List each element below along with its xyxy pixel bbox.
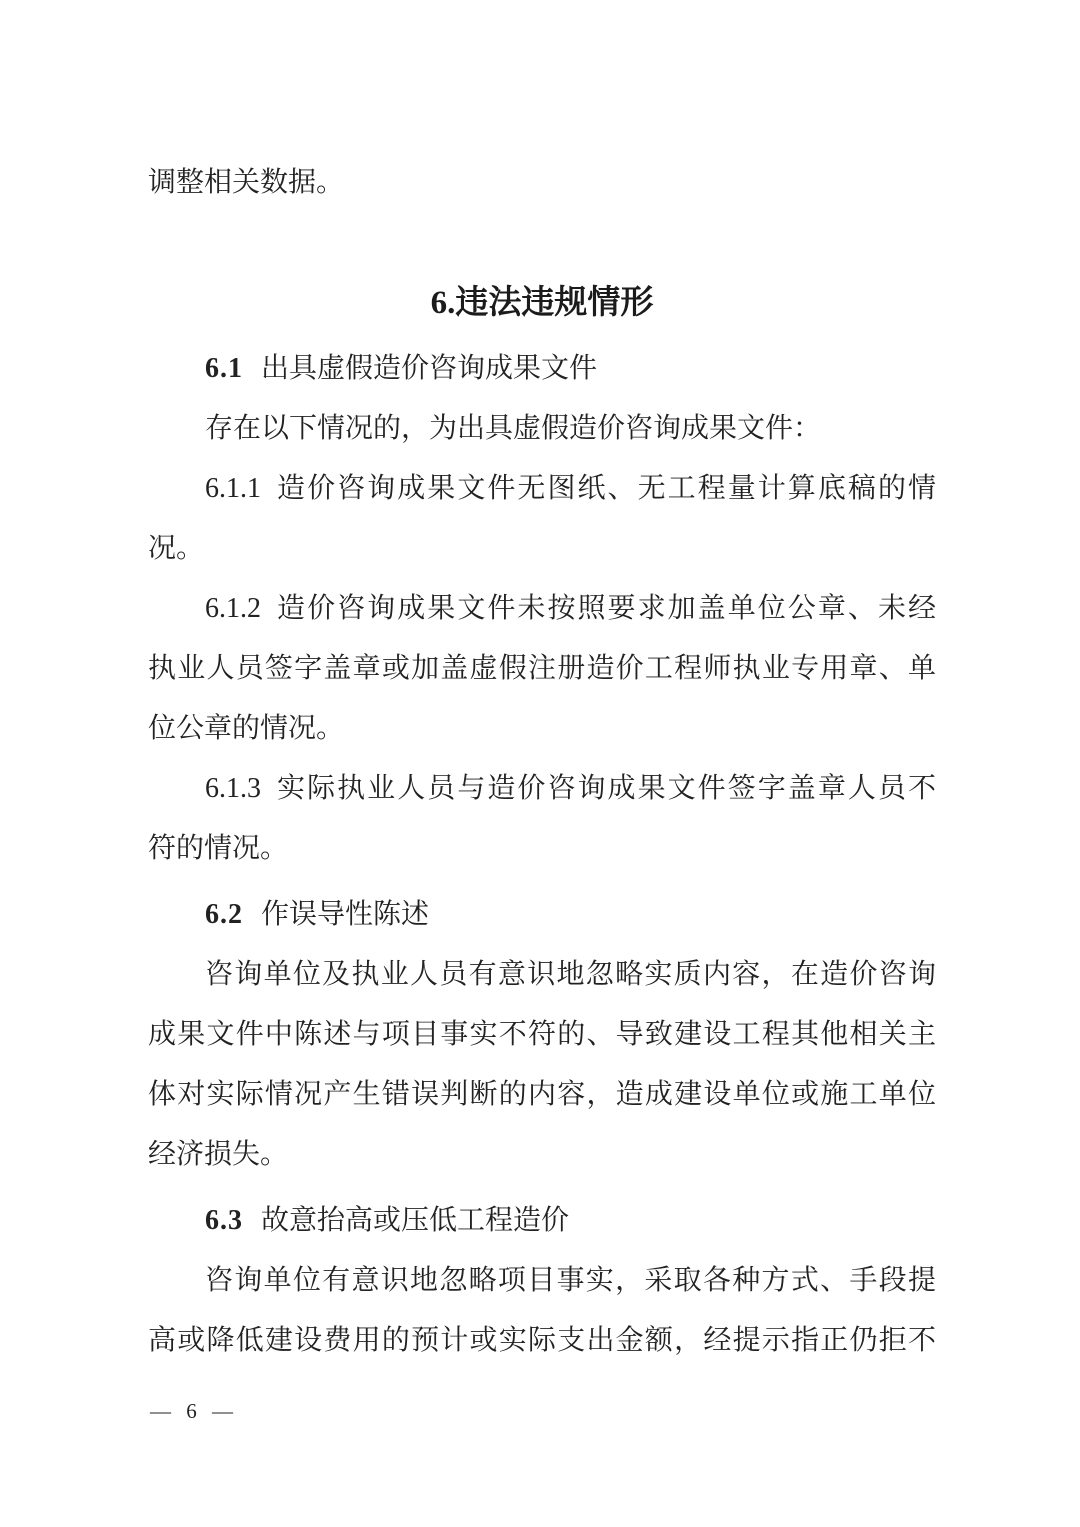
item-6-1-2-text: 造价咨询成果文件未按照要求加盖单位公章、未经	[275, 593, 936, 624]
section-6-3-body-line-2: 高或降低建设费用的预计或实际支出金额，经提示指正仍拒不	[148, 1325, 936, 1356]
item-6-1-1-line-1	[148, 459, 936, 519]
item-6-1-1-line-2: 况。	[148, 533, 205, 564]
vertical-spacer	[148, 213, 936, 273]
carryover-paragraph-line: 调整相关数据。	[148, 167, 345, 198]
item-6-1-2-number: 6.1.2	[205, 593, 261, 624]
item-6-1-3-line-2: 符的情况。	[148, 833, 289, 864]
section-6-1-lead-line: 存在以下情况的，为出具虚假造价咨询成果文件：	[205, 413, 822, 444]
item-6-1-3-line-1	[148, 759, 936, 819]
section-6-1-heading-text: 出具虚假造价咨询成果文件	[261, 353, 598, 384]
section-6-1-number: 6.1	[205, 353, 243, 384]
page-number: — 6 —	[150, 1399, 238, 1423]
section-6-2-heading	[148, 885, 936, 945]
section-6-3-heading-text: 故意抬高或压低工程造价	[261, 1205, 570, 1236]
item-6-1-2-line-3: 位公章的情况。	[148, 713, 345, 744]
section-6-2-body-line-4: 经济损失。	[148, 1139, 289, 1170]
document-body	[148, 153, 936, 1371]
item-6-1-2-line-1	[148, 579, 936, 639]
section-6-3-body-line-1: 咨询单位有意识地忽略项目事实，采取各种方式、手段提	[205, 1265, 936, 1296]
item-6-1-1-number: 6.1.1	[205, 473, 261, 504]
chapter-title: 6.违法违规情形	[430, 285, 654, 321]
item-6-1-3-text: 实际执业人员与造价咨询成果文件签字盖章人员不	[275, 773, 936, 804]
section-6-2-body-line-1: 咨询单位及执业人员有意识地忽略实质内容，在造价咨询	[205, 959, 936, 990]
section-6-2-body-line-2: 成果文件中陈述与项目事实不符的、导致建设工程其他相关主	[148, 1019, 936, 1050]
item-6-1-1-text: 造价咨询成果文件无图纸、无工程量计算底稿的情	[275, 473, 936, 504]
section-6-2-number: 6.2	[205, 899, 243, 930]
item-6-1-2-line-2: 执业人员签字盖章或加盖虚假注册造价工程师执业专用章、单	[148, 653, 936, 684]
section-6-2-body-line-3: 体对实际情况产生错误判断的内容，造成建设单位或施工单位	[148, 1079, 936, 1110]
item-6-1-3-number: 6.1.3	[205, 773, 261, 804]
section-6-3-number: 6.3	[205, 1205, 243, 1236]
section-6-1-heading	[148, 339, 936, 399]
section-6-2-heading-text: 作误导性陈述	[261, 899, 430, 930]
section-6-3-heading	[148, 1191, 936, 1251]
